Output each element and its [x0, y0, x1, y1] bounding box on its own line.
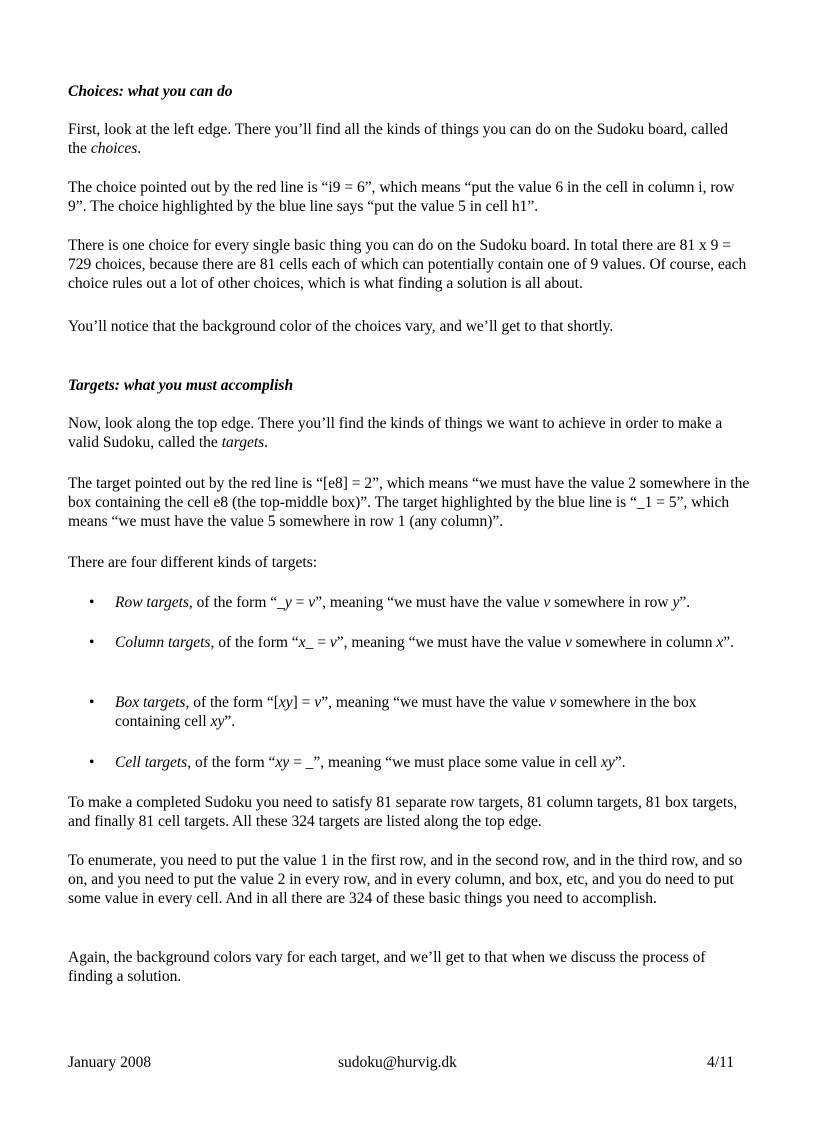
formula-var: v	[329, 634, 337, 651]
paragraph-red-blue-target: The target pointed out by the red line is “[e8] = 2”, which means “we must have the value 2 somewhere in the box containing the cell e8 (the top-middle box)”. The target highlighted by the blue line is “_1 = 5”, which means “we must have the value 5 somewhere in row 1 (any column)”.	[68, 475, 750, 530]
text: ”, meaning “we must have the value	[315, 594, 544, 611]
footer-date: January 2008	[68, 1054, 152, 1071]
formula-var: xy	[275, 754, 290, 771]
text: ”.	[224, 713, 236, 730]
text: somewhere in column	[571, 634, 717, 651]
section-heading-targets: Targets: what you must accomplish	[68, 377, 294, 394]
text: ”, meaning “we must have the value	[321, 694, 550, 711]
emphasis-choices: choices	[90, 140, 138, 157]
bullet: •	[89, 594, 95, 611]
formula-var: v	[549, 694, 557, 711]
paragraph-choices-intro	[68, 120, 750, 158]
paragraph-choice-count: There is one choice for every single basic thing you can do on the Sudoku board. In total there are 81 x 9 = 729 choices, because there are 81 cells each of which can potentially contain one of 9 values. Of course, each choice rules out a lot of other choices, which is what finding a solution is all about.	[68, 237, 747, 292]
emphasis: Box targets	[115, 694, 186, 711]
text: = _”, meaning “we must place some value in cell	[289, 754, 601, 771]
formula-var: _y	[277, 594, 292, 611]
footer-email: sudoku@hurvig.dk	[338, 1054, 457, 1071]
footer-page-number: 4/11	[707, 1054, 734, 1071]
formula-var: x_	[298, 634, 314, 651]
formula-var: xy	[600, 754, 615, 771]
emphasis: Cell targets	[115, 754, 188, 771]
bullet: •	[89, 754, 95, 771]
paragraph-targets-intro	[68, 414, 750, 452]
text: ”.	[723, 634, 735, 651]
paragraph-four-kinds: There are four different kinds of targets:	[68, 554, 318, 571]
text: .	[137, 140, 142, 157]
paragraph-red-blue-choice: The choice pointed out by the red line is “i9 = 6”, which means “put the value 6 in the cell in column i, row 9”. The choice highlighted by the blue line says “put the value 5 in cell h1”.	[68, 179, 735, 215]
text: =	[291, 594, 309, 611]
emphasis-targets: targets	[221, 434, 265, 451]
emphasis: Row targets	[115, 594, 189, 611]
paragraph-enumerate: To enumerate, you need to put the value 1 in the first row, and in the second row, and in the third row, and so on, and you need to put the value 2 in every row, and in every column, and box, etc, and you do need to put some value in every cell. And in all there are 324 of these basic things you need to accomplish.	[68, 852, 743, 907]
text: , of the form “	[210, 634, 299, 651]
bullet: •	[89, 634, 95, 651]
text: , of the form “	[188, 594, 278, 611]
formula-var: v	[543, 594, 551, 611]
formula-var: xy	[210, 713, 225, 730]
text: somewhere in the box containing cell	[115, 694, 697, 730]
text: .	[264, 434, 269, 451]
paragraph-choice-colors: You’ll notice that the background color of the choices vary, and we’ll get to that shortly.	[68, 318, 614, 335]
formula-var: y	[672, 594, 680, 611]
text: , of the form “	[187, 754, 276, 771]
text: somewhere in row	[550, 594, 673, 611]
formula-var: v	[314, 694, 322, 711]
text: ”.	[679, 594, 691, 611]
text: ”, meaning “we must have the value	[336, 634, 565, 651]
text: Now, look along the top edge. There you’ll find the kinds of things we want to achieve in order to make a valid Sudoku, called the	[68, 415, 723, 451]
text: ”.	[614, 754, 626, 771]
text: , of the form “[	[185, 694, 279, 711]
text: ] =	[292, 694, 315, 711]
emphasis: Column targets	[115, 634, 211, 651]
formula-var: x	[716, 634, 724, 651]
text: First, look at the left edge. There you’ll find all the kinds of things you can do on the Sudoku board, called the	[68, 121, 729, 157]
section-heading-choices: Choices: what you can do	[68, 83, 233, 100]
formula-var: v	[564, 634, 572, 651]
text: =	[313, 634, 330, 651]
bullet: •	[89, 694, 95, 711]
paragraph-target-colors: Again, the background colors vary for each target, and we’ll get to that when we discuss the process of finding a solution.	[68, 949, 706, 985]
formula-var: v	[308, 594, 316, 611]
formula-var: xy	[278, 694, 293, 711]
paragraph-324-targets: To make a completed Sudoku you need to satisfy 81 separate row targets, 81 column targets, 81 box targets, and finally 81 cell targets. All these 324 targets are listed along the top edge.	[68, 794, 738, 830]
